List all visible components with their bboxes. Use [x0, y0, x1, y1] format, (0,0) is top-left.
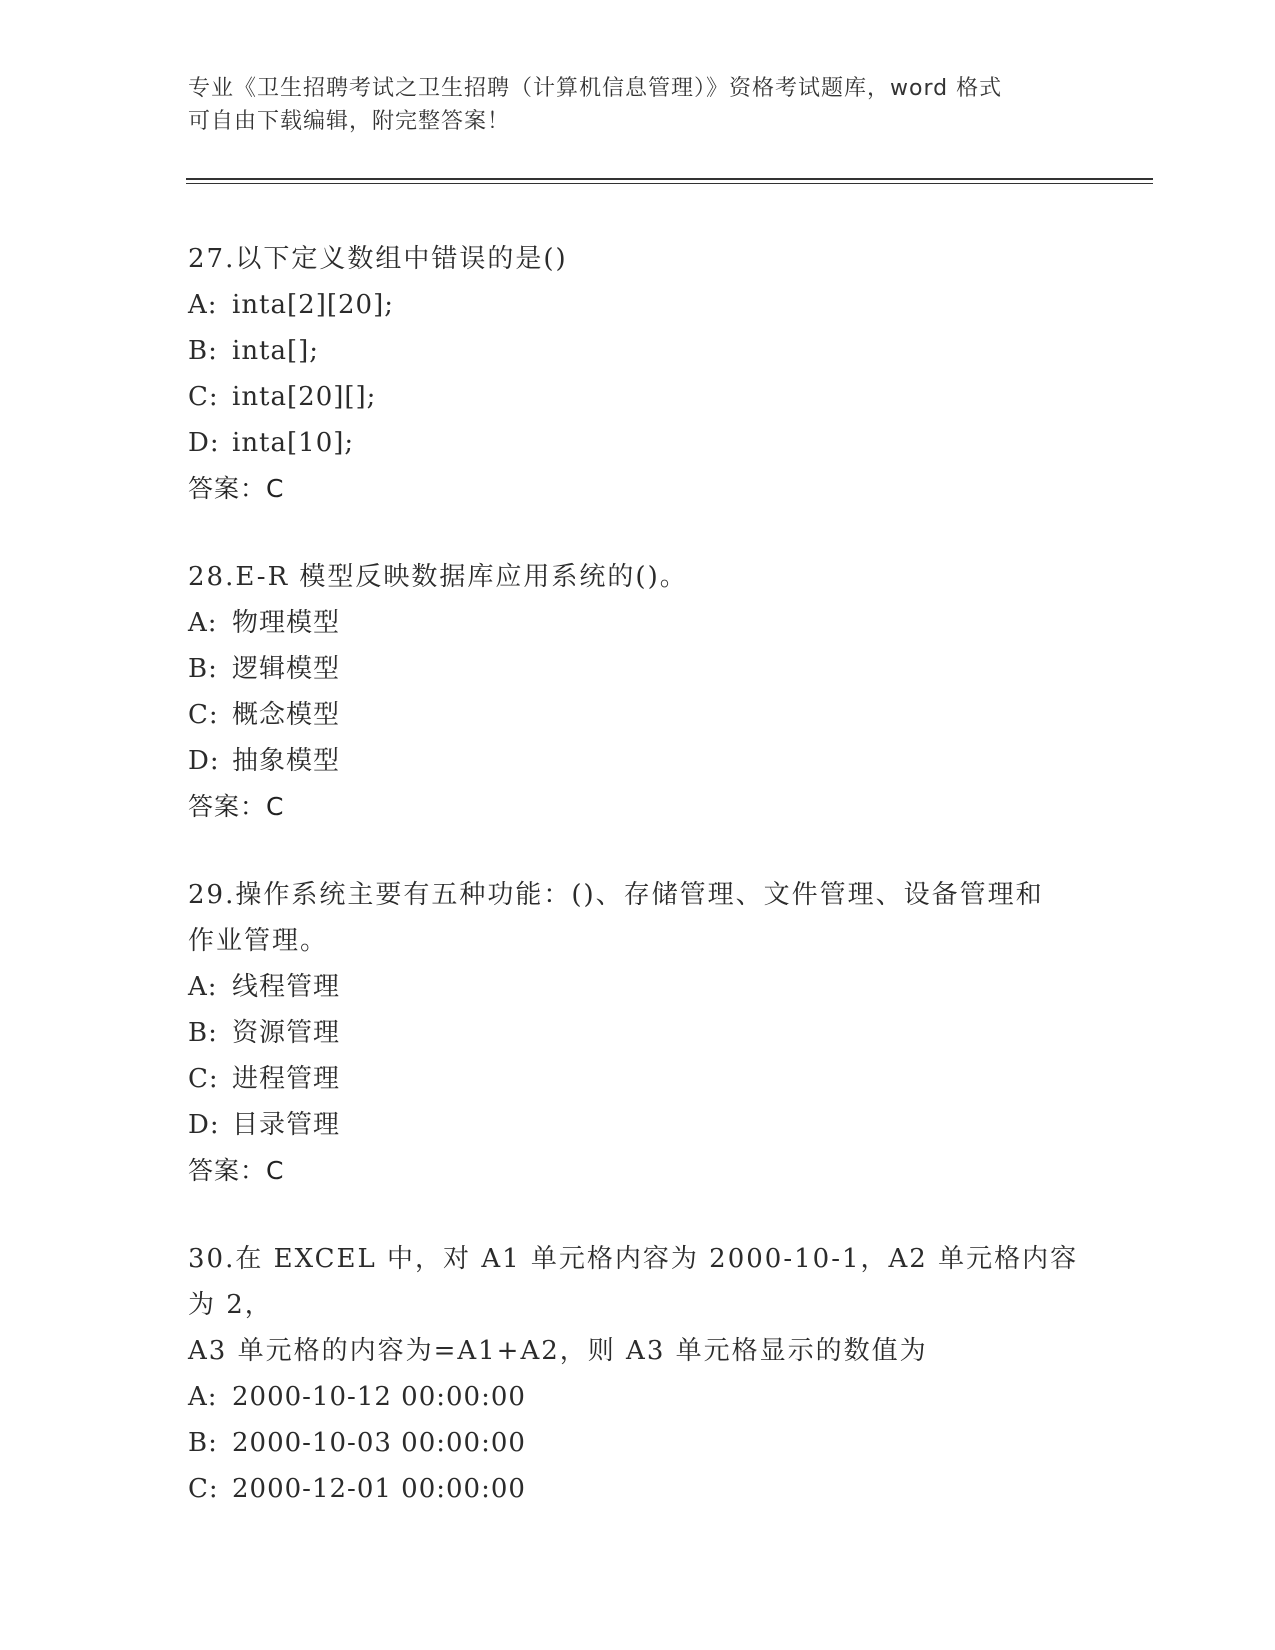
- option-letter: D:: [188, 746, 220, 776]
- option-letter: C:: [188, 700, 219, 730]
- option-letter: D:: [188, 1110, 220, 1140]
- answer-option: [188, 964, 1088, 1010]
- option-text: 2000-10-03 00:00:00: [232, 1428, 526, 1458]
- answer-option: [188, 420, 1088, 466]
- question-stem: 27.以下定义数组中错误的是(): [188, 244, 568, 274]
- answer-option: [188, 1374, 1088, 1420]
- option-text: 进程管理: [232, 1064, 341, 1094]
- header-divider-thick: [186, 178, 1153, 180]
- document-header: [188, 72, 1088, 138]
- answer-option: [188, 328, 1088, 374]
- option-letter: A:: [188, 972, 218, 1002]
- option-text: 物理模型: [232, 608, 341, 638]
- question-stem: 作业管理。: [188, 926, 329, 956]
- header-divider-thin: [186, 183, 1153, 184]
- answer-option: [188, 1466, 1088, 1512]
- option-letter: C:: [188, 1474, 219, 1504]
- answer-option: [188, 1102, 1088, 1148]
- answer-option: [188, 1056, 1088, 1102]
- option-letter: A:: [188, 1382, 218, 1412]
- option-text: 资源管理: [232, 1018, 341, 1048]
- option-letter: B:: [188, 1018, 218, 1048]
- answer-option: [188, 282, 1088, 328]
- option-text: inta[2][20];: [232, 290, 394, 320]
- option-text: 逻辑模型: [232, 654, 341, 684]
- option-text: 2000-12-01 00:00:00: [232, 1474, 526, 1504]
- answer-option: [188, 600, 1088, 646]
- question-stem: 30.在 EXCEL 中，对 A1 单元格内容为 2000-10-1，A2 单元格内容为 2，: [188, 1244, 1079, 1320]
- answer-key: 答案：C: [188, 474, 285, 503]
- option-text: inta[20][];: [232, 382, 377, 412]
- option-letter: C:: [188, 1064, 219, 1094]
- answer-key: 答案：C: [188, 792, 285, 821]
- option-text: 概念模型: [232, 700, 341, 730]
- question-block: [188, 872, 1088, 1194]
- question-block: [188, 554, 1088, 830]
- option-text: 线程管理: [232, 972, 341, 1002]
- option-letter: B:: [188, 654, 218, 684]
- question-stem: 29.操作系统主要有五种功能：()、存储管理、文件管理、设备管理和: [188, 880, 1044, 910]
- option-text: inta[10];: [232, 428, 355, 458]
- answer-option: [188, 738, 1088, 784]
- question-stem: 28.E-R 模型反映数据库应用系统的()。: [188, 562, 688, 592]
- answer-option: [188, 1420, 1088, 1466]
- option-text: 目录管理: [232, 1110, 341, 1140]
- answer-option: [188, 646, 1088, 692]
- answer-option: [188, 692, 1088, 738]
- option-letter: B:: [188, 336, 218, 366]
- header-line-2: 可自由下载编辑，附完整答案！: [188, 109, 511, 134]
- option-letter: A:: [188, 608, 218, 638]
- option-letter: C:: [188, 382, 219, 412]
- answer-option: [188, 374, 1088, 420]
- option-text: inta[];: [232, 336, 320, 366]
- option-letter: D:: [188, 428, 220, 458]
- question-stem: A3 单元格的内容为=A1+A2，则 A3 单元格显示的数值为: [188, 1336, 928, 1366]
- option-letter: A:: [188, 290, 218, 320]
- header-line-1: 专业《卫生招聘考试之卫生招聘（计算机信息管理）》资格考试题库，word 格式: [188, 76, 1003, 101]
- question-list: [188, 236, 1088, 1554]
- question-block: [188, 236, 1088, 512]
- option-text: 抽象模型: [232, 746, 341, 776]
- question-block: [188, 1236, 1088, 1512]
- answer-key: 答案：C: [188, 1156, 285, 1185]
- answer-option: [188, 1010, 1088, 1056]
- option-letter: B:: [188, 1428, 218, 1458]
- option-text: 2000-10-12 00:00:00: [232, 1382, 526, 1412]
